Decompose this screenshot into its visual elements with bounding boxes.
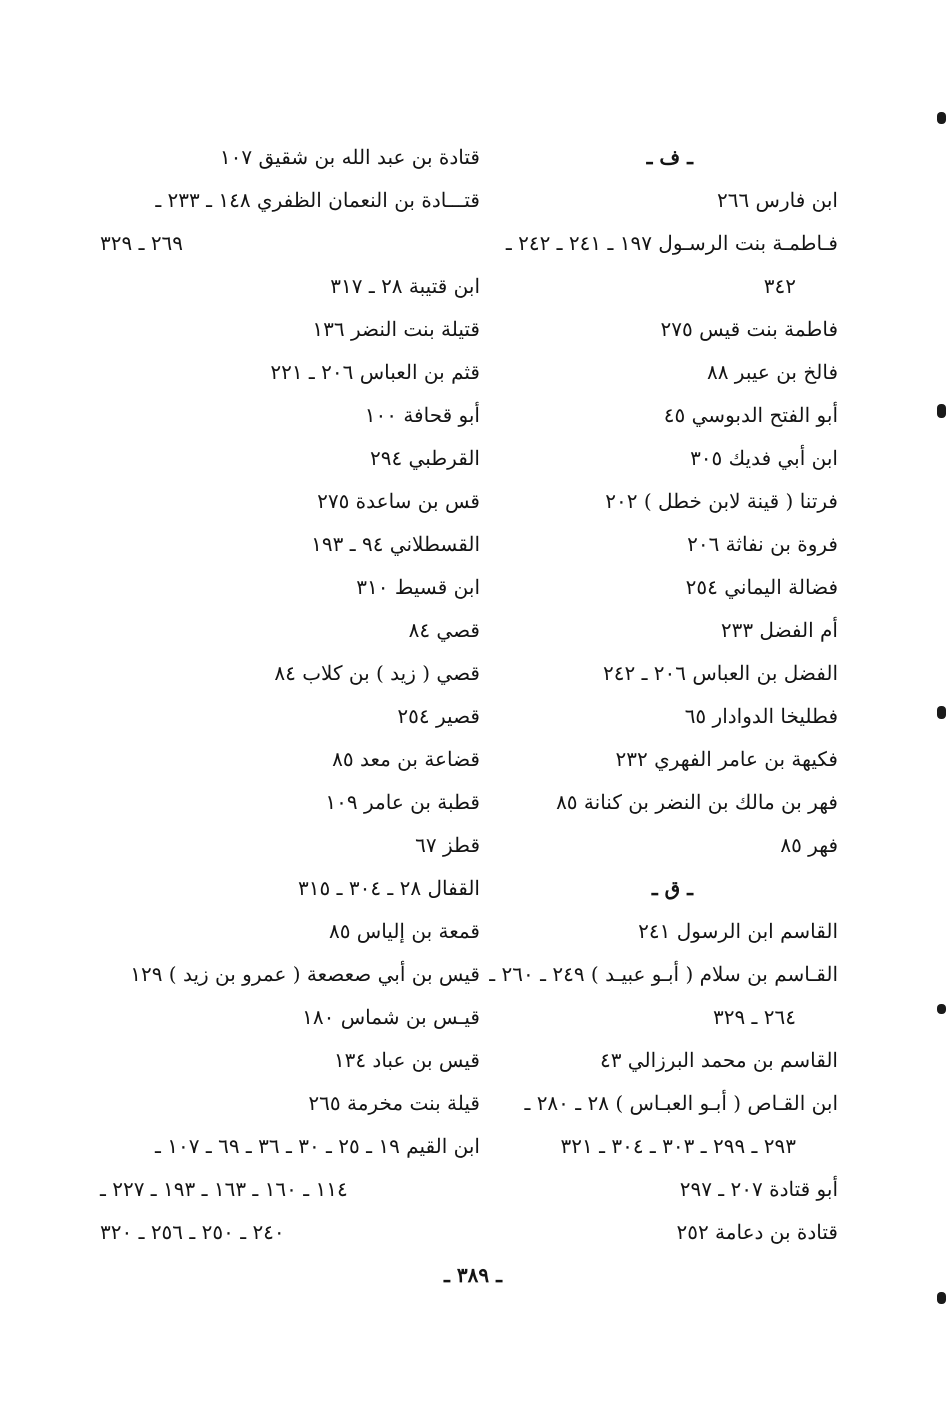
index-entry: قس بن ساعدة ٢٧٥ — [317, 489, 480, 513]
index-entry-continuation: ٣٤٢ — [763, 274, 796, 298]
index-entry-continuation: ٢٦٩ ـ ٣٢٩ — [100, 231, 184, 255]
section-heading: ـ ف ـ — [646, 145, 693, 169]
index-entry: قطبة بن عامر ١٠٩ — [325, 790, 480, 814]
index-entry: فاطمة بنت قيس ٢٧٥ — [660, 317, 838, 341]
index-entry-continuation: ٢٩٣ ـ ٢٩٩ ـ ٣٠٣ ـ ٣٠٤ ـ ٣٢١ — [560, 1134, 796, 1158]
scan-edge-mark — [937, 404, 946, 418]
index-column-left — [100, 136, 480, 1254]
index-entry: ابن أبي فديك ٣٠٥ — [690, 446, 838, 470]
index-entry-continuation: ٢٦٤ ـ ٣٢٩ — [712, 1005, 796, 1029]
page-number: ـ ٣٨٩ ـ — [444, 1263, 502, 1287]
scan-edge-mark — [937, 1292, 946, 1304]
index-column-right — [458, 136, 838, 1254]
index-entry: قتيلة بنت النضر ١٣٦ — [312, 317, 480, 341]
section-heading: ـ ق ـ — [651, 876, 693, 900]
index-entry: قصي ٨٤ — [408, 618, 480, 642]
index-entry: قصي ( زيد ) بن كلاب ٨٤ — [274, 661, 480, 685]
index-entry-continuation: ١١٤ ـ ١٦٠ ـ ١٦٣ ـ ١٩٣ ـ ٢٢٧ ـ — [100, 1177, 348, 1201]
index-entry: ابن القـاص ( أبـو العبـاس ) ٢٨ ـ ٢٨٠ ـ — [524, 1091, 838, 1115]
index-entry: القسطلاني ٩٤ ـ ١٩٣ — [311, 532, 480, 556]
scan-edge-mark — [937, 112, 946, 124]
index-entry: فهر ٨٥ — [780, 833, 838, 857]
index-entry: فطليخا الدوادار ٦٥ — [684, 704, 838, 728]
index-entry: القاسم ابن الرسول ٢٤١ — [638, 919, 838, 943]
scan-edge-mark — [937, 1004, 946, 1014]
index-entry: فهر بن مالك بن النضر بن كنانة ٨٥ — [556, 790, 838, 814]
index-entry: ابن قسيط ٣١٠ — [356, 575, 480, 599]
index-entry: قضاعة بن معد ٨٥ — [332, 747, 480, 771]
index-entry: فكيهة بن عامر الفهري ٢٣٢ — [615, 747, 838, 771]
index-entry: ابن فارس ٢٦٦ — [716, 188, 838, 212]
index-entry: القفال ٢٨ ـ ٣٠٤ ـ ٣١٥ — [298, 876, 480, 900]
scan-edge-mark — [937, 706, 946, 719]
index-entry: فرتنا ( قينة لابن خطل ) ٢٠٢ — [605, 489, 838, 513]
index-entry: أبو قتادة ٢٠٧ ـ ٢٩٧ — [679, 1177, 838, 1201]
index-entry: أبو قحافة ١٠٠ — [364, 403, 480, 427]
index-entry: الفضل بن العباس ٢٠٦ ـ ٢٤٢ — [602, 661, 838, 685]
index-entry: فـاطمـة بنت الرسـول ١٩٧ ـ ٢٤١ ـ ٢٤٢ ـ — [505, 231, 838, 255]
index-entry: قصير ٢٥٤ — [397, 704, 480, 728]
index-entry-continuation: ٢٤٠ ـ ٢٥٠ ـ ٢٥٦ ـ ٣٢٠ — [100, 1220, 285, 1244]
index-entry: قطز ٦٧ — [415, 833, 480, 857]
index-entry: قتادة بن عبد الله بن شقيق ١٠٧ — [219, 145, 480, 169]
index-entry: أبو الفتح الدبوسي ٤٥ — [663, 403, 838, 427]
index-entry: القاسم بن محمد البرزالي ٤٣ — [599, 1048, 838, 1072]
index-entry: فضالة اليماني ٢٥٤ — [685, 575, 838, 599]
index-entry: قيلة بنت مخرمة ٢٦٥ — [308, 1091, 480, 1115]
index-entry: فروة بن نفاثة ٢٠٦ — [687, 532, 838, 556]
index-entry: قتادة بن دعامة ٢٥٢ — [676, 1220, 838, 1244]
index-entry: القـاسم بن سلام ( أبـو عبيـد ) ٢٤٩ ـ ٢٦٠ ـ — [489, 962, 838, 986]
index-entry: قتـــادة بن النعمان الظفري ١٤٨ ـ ٢٣٣ ـ — [155, 188, 480, 212]
index-entry: القرطبي ٢٩٤ — [369, 446, 480, 470]
index-entry: أم الفضل ٢٣٣ — [720, 618, 838, 642]
index-entry: قيس بن أبي صعصعة ( عمرو بن زيد ) ١٢٩ — [130, 962, 480, 986]
index-entry: قيـس بن شماس ١٨٠ — [302, 1005, 480, 1029]
index-entry: ابن القيم ١٩ ـ ٢٥ ـ ٣٠ ـ ٣٦ ـ ٦٩ ـ ١٠٧ ـ — [155, 1134, 480, 1158]
index-entry: قيس بن عباد ١٣٤ — [333, 1048, 480, 1072]
index-entry: قمعة بن إلياس ٨٥ — [328, 919, 480, 943]
index-entry: فالخ بن عيبر ٨٨ — [706, 360, 838, 384]
index-entry: ابن قتيبة ٢٨ ـ ٣١٧ — [330, 274, 480, 298]
index-entry: قثم بن العباس ٢٠٦ ـ ٢٢١ — [270, 360, 480, 384]
